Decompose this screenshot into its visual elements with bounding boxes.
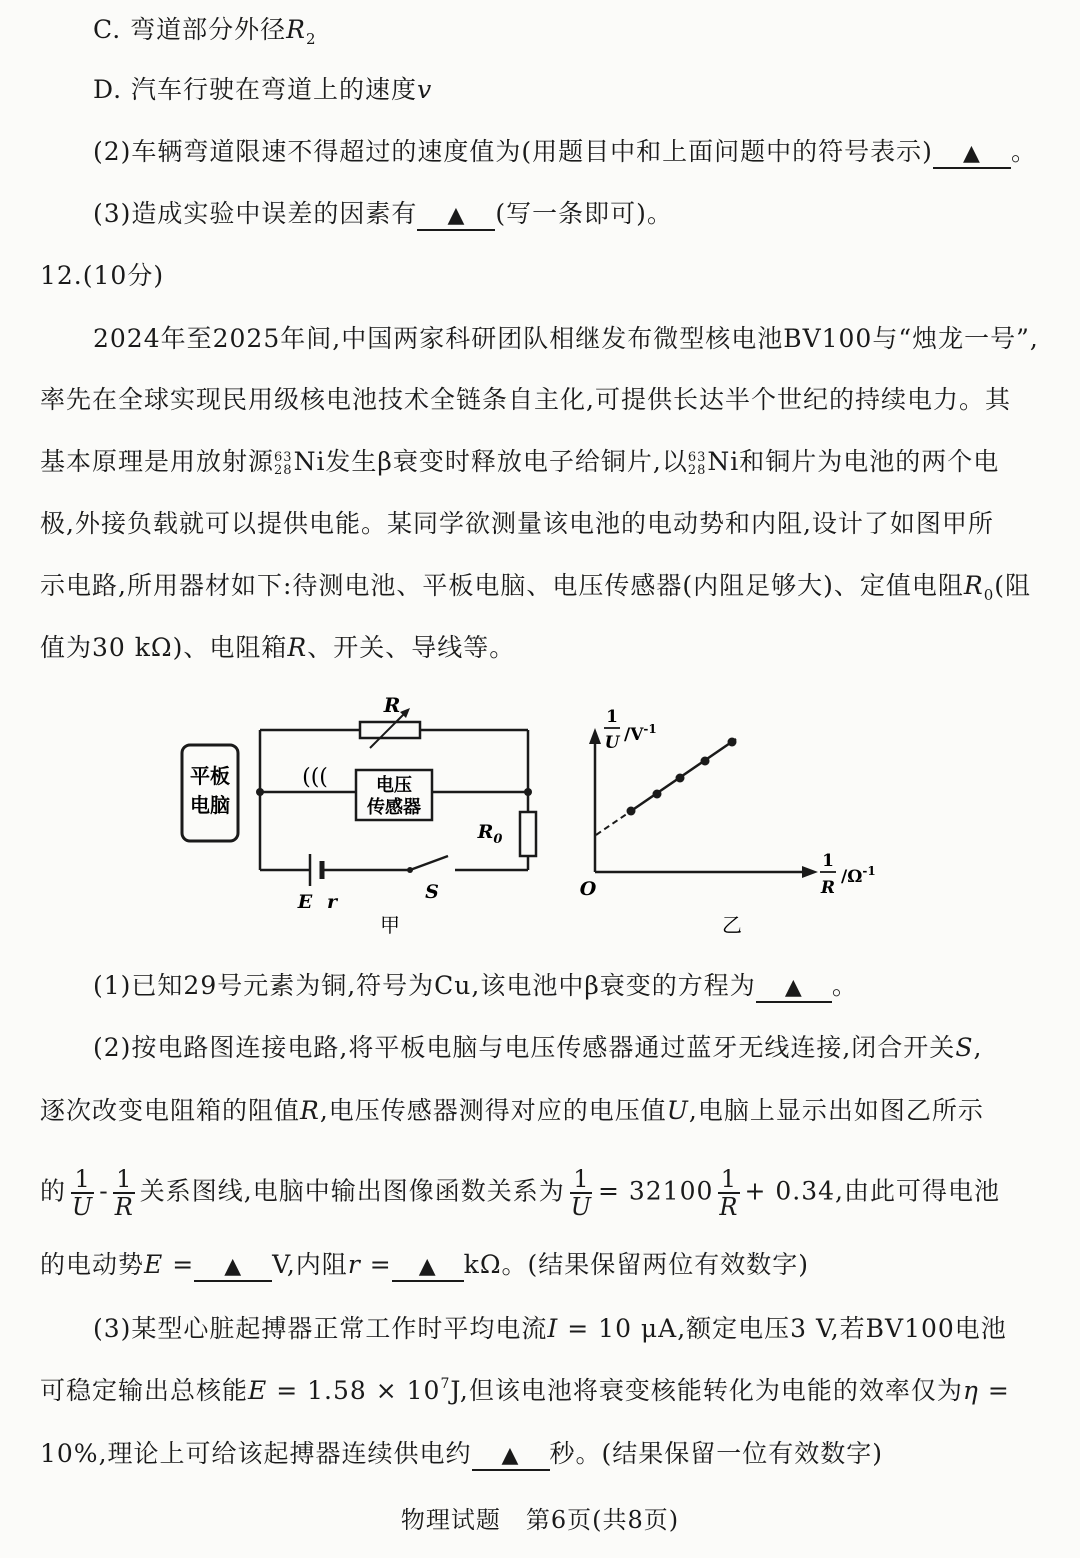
y-axis-arrow [589, 728, 601, 744]
resistance-box-symbol [360, 722, 420, 738]
tablet-label: 平板 [190, 764, 230, 788]
fraction-1-over-u: $\frac{1}{U}$ [72, 1165, 94, 1221]
paragraph-line-6: 值为30 kΩ)、电阻箱R、开关、导线等。 [40, 633, 516, 662]
data-point [627, 807, 636, 816]
answer-blank[interactable]: ▲ [472, 1439, 550, 1471]
answer-blank[interactable]: ▲ [933, 137, 1011, 169]
junction-dot [524, 788, 532, 796]
figure-caption-jia: 甲 [380, 913, 400, 937]
label-r0: $R_0$ [477, 821, 503, 847]
fixed-resistor-r0 [520, 812, 536, 856]
paragraph-line-3: 基本原理是用放射源 63 28 Ni发生β衰变时释放电子给铜片,以 63 28 Ni和铜片为电池的两个电 [40, 447, 1000, 478]
label-r-box: R [383, 693, 401, 717]
paragraph-line-4: 极,外接负载就可以提供电能。某同学欲测量该电池的电动势和内阻,设计了如图甲所 [40, 509, 994, 538]
y-axis-label-num: 1 [606, 707, 618, 727]
answer-blank-internal-resistance[interactable]: ▲ [392, 1250, 464, 1282]
answer-blank-emf[interactable]: ▲ [194, 1250, 272, 1282]
fraction-1-over-r: $\frac{1}{R}$ [114, 1165, 134, 1221]
question-12-3-line-1: (3)某型心脏起搏器正常工作时平均电流I = 10 μA,额定电压3 V,若BV100电池 [93, 1314, 1007, 1343]
label-s: S [425, 881, 439, 903]
sensor-label: 电压 [376, 775, 412, 796]
graph-diagram [560, 690, 900, 940]
label-e: E [297, 891, 313, 913]
question-12-2-line-2: 逐次改变电阻箱的阻值R,电压传感器测得对应的电压值U,电脑上显示出如图乙所示 [40, 1096, 984, 1125]
question-12-2-line-4: 的电动势E = ▲ V,内阻r = ▲ kΩ。(结果保留两位有效数字) [40, 1247, 809, 1283]
label-internal-r: r [326, 891, 338, 913]
isotope-notation: 63 28 [274, 449, 293, 478]
y-axis-label-den: U [604, 733, 620, 753]
option-c: C. 弯道部分外径$R_2$ [93, 15, 317, 48]
circuit-diagram [170, 690, 570, 940]
question-12-2-line-1: (2)按电路图连接电路,将平板电脑与电压传感器通过蓝牙无线连接,闭合开关S, [93, 1033, 983, 1062]
fraction-1-over-u: $\frac{1}{U}$ [570, 1165, 592, 1221]
question-12-1: (1)已知29号元素为铜,符号为Cu,该电池中β衰变的方程为 ▲ 。 [93, 968, 858, 1004]
x-axis-label-den: R [820, 878, 836, 898]
switch-s [410, 856, 448, 870]
x-axis-unit: $/\Omega^{-1}$ [841, 864, 876, 887]
page-footer: 物理试题 第6页(共8页) [400, 1506, 680, 1534]
question-12-header: 12.(10分) [40, 261, 165, 290]
figure-caption-yi: 乙 [722, 913, 742, 937]
answer-blank[interactable]: ▲ [756, 971, 832, 1003]
extrapolation-line [596, 811, 631, 835]
fit-line [631, 739, 736, 811]
data-point [728, 738, 737, 747]
question-12-2-line-3: 的 $\frac{1}{U}$ - $\frac{1}{R}$ 关系图线,电脑中输出图像函数关系为 $\frac{1}{U}$ = 32100 $\frac{1}{R}$ + 0.34,由此可得电池 [40, 1165, 1000, 1221]
x-axis-arrow [802, 866, 818, 878]
question-11-2: (2)车辆弯道限速不得超过的速度值为(用题目中和上面问题中的符号表示) ▲ 。 [93, 134, 1037, 170]
fraction-1-over-r: $\frac{1}{R}$ [719, 1165, 739, 1221]
isotope-notation: 63 28 [687, 449, 707, 478]
paragraph-line-1: 2024年至2025年间,中国两家科研团队相继发布微型核电池BV100与“烛龙一号”, [93, 324, 1039, 353]
option-d: D. 汽车行驶在弯道上的速度v [93, 75, 433, 104]
data-point [653, 790, 662, 799]
question-12-3-line-2: 可稳定输出总核能$E = 1.58 \times 10^7J$,但该电池将衰变核能转化为电能的效率仅为η = [40, 1376, 1010, 1405]
y-axis-unit: $/V^{-1}$ [624, 722, 657, 745]
x-axis-label-num: 1 [822, 851, 834, 871]
data-point [676, 774, 685, 783]
question-12-3-line-3: 10%,理论上可给该起搏器连续供电约 ▲ 秒。(结果保留一位有效数字) [40, 1436, 883, 1472]
junction-dot [256, 788, 264, 796]
answer-blank[interactable]: ▲ [417, 199, 495, 231]
sensor-label: 传感器 [367, 797, 421, 818]
question-11-3: (3)造成实验中误差的因素有 ▲ (写一条即可)。 [93, 196, 673, 232]
paragraph-line-5: 示电路,所用器材如下:待测电池、平板电脑、电压传感器(内阻足够大)、定值电阻$R_0$(阻 [40, 571, 1032, 604]
origin-label: O [579, 878, 597, 900]
wireless-icon: ((( [302, 765, 328, 790]
paragraph-line-2: 率先在全球实现民用级核电池技术全链条自主化,可提供长达半个世纪的持续电力。其 [40, 385, 1011, 414]
data-point [701, 757, 710, 766]
tablet-label: 电脑 [190, 793, 230, 817]
